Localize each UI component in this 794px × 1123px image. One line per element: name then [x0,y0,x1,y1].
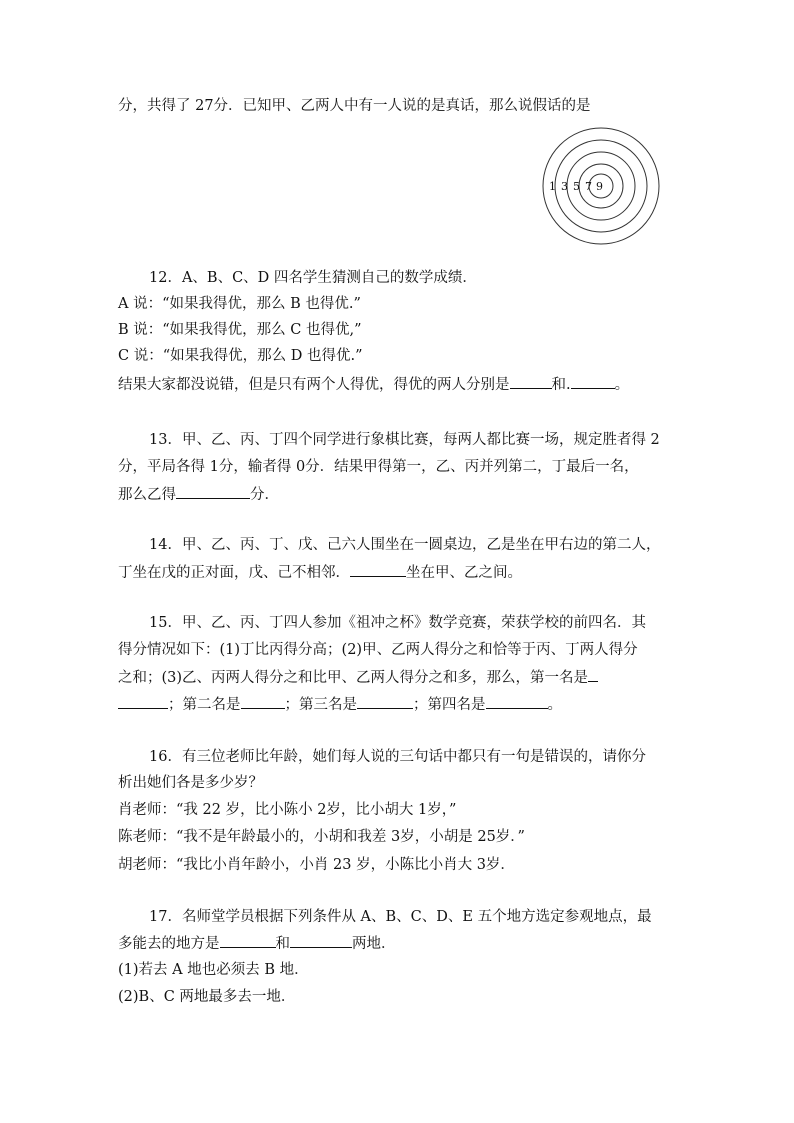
q17-line1: 17．名师堂学员根据下列条件从 A、B、C、D、E 五个地方选定参观地点，最 [149,909,652,925]
target-label-5: 5 [573,180,580,193]
q15-blank-1-start[interactable] [588,667,598,682]
q13-line2: 分，平局各得 1分，输者得 0分．结果甲得第一，乙、丙并列第二，丁最后一名， [118,459,639,475]
target-label-3: 3 [561,180,568,193]
q15-line3 [118,667,598,688]
q12-line5-and: 和. [551,377,571,393]
q13-line3-text: 那么乙得 [118,487,176,503]
q12-line4: C 说：“如果我得优，那么 D 也得优.” [118,348,363,364]
q17-line2-text: 多能去的地方是 [118,936,220,952]
q15-line1: 15．甲、乙、丙、丁四人参加《祖冲之杯》数学竞赛，荣获学校的前四名．其 [149,615,646,631]
q15-line4-end: 。 [547,697,562,713]
q17-blank-1[interactable] [220,933,276,948]
q17-line2 [118,933,396,954]
q17-line3: (1)若去 A 地也必须去 B 地． [118,962,309,978]
q12-blank-1[interactable] [510,374,552,389]
target-label-7: 7 [585,180,592,193]
q12-line5-text: 结果大家都没说错，但是只有两个人得优，得优的两人分别是 [118,377,510,393]
q15-line3-text: 之和；(3)乙、丙两人得分之和比甲、乙两人得分之和多，那么，第一名是 [118,670,589,686]
q15-fourth-label: ；第四名是 [413,697,486,713]
intro-line: 分，共得了 27分．已知甲、乙两人中有一人说的是真话，那么说假话的是 [118,98,591,114]
q15-blank-4[interactable] [486,694,548,709]
q15-line2: 得分情况如下：(1)丁比丙得分高；(2)甲、乙两人得分之和恰等于丙、丁两人得分 [118,642,638,658]
q17-line4: (2)B、C 两地最多去一地． [118,989,296,1005]
q13-line1: 13．甲、乙、丙、丁四个同学进行象棋比赛，每两人都比赛一场，规定胜者得 2 [149,432,660,448]
q15-line4 [118,694,562,715]
q16-line5: 胡老师：“我比小肖年龄小，小肖 23 岁，小陈比小肖大 3岁． [118,857,515,873]
q15-blank-2[interactable] [241,694,285,709]
q14-blank[interactable] [350,562,406,577]
q12-line2: A 说：“如果我得优，那么 B 也得优.” [118,296,361,312]
q14-line2 [118,562,522,583]
q13-line3 [118,484,279,505]
q14-line2-text: 丁坐在戊的正对面，戊、己不相邻． [118,565,350,581]
q15-second-label: ；第二名是 [168,697,241,713]
q15-third-label: ；第三名是 [284,697,357,713]
target-label-9: 9 [596,180,603,193]
q12-line5 [118,374,629,395]
q16-line3: 肖老师：“我 22 岁，比小陈小 2岁，比小胡大 1岁，” [118,802,457,818]
q16-line1: 16．有三位老师比年龄，她们每人说的三句话中都只有一句是错误的，请你分 [149,749,646,765]
q14-line2-end: 坐在甲、乙之间。 [406,565,522,581]
q12-line3: B 说：“如果我得优，那么 C 也得优,” [118,322,362,338]
q12-line5-end: 。 [614,377,630,393]
q12-line1: 12．A、B、C、D 四名学生猜测自己的数学成绩． [149,270,477,286]
q13-line3-end: 分． [250,487,279,503]
q17-line2-and: 和 [275,936,290,952]
target-label-1: 1 [549,180,556,193]
q15-blank-3[interactable] [357,694,413,709]
q17-line2-end: 两地． [352,936,396,952]
q13-blank[interactable] [176,484,250,499]
q14-line1: 14．甲、乙、丙、丁、戊、己六人围坐在一圆桌边，乙是坐在甲右边的第二人， [149,537,661,553]
q17-blank-2[interactable] [290,933,352,948]
target-diagram [541,126,661,246]
q16-line2: 析出她们各是多少岁？ [118,775,263,791]
q12-blank-2[interactable] [571,374,615,389]
q15-blank-1[interactable] [118,694,168,709]
q16-line4: 陈老师：“我不是年龄最小的，小胡和我差 3岁，小胡是 25岁．” [118,829,525,845]
